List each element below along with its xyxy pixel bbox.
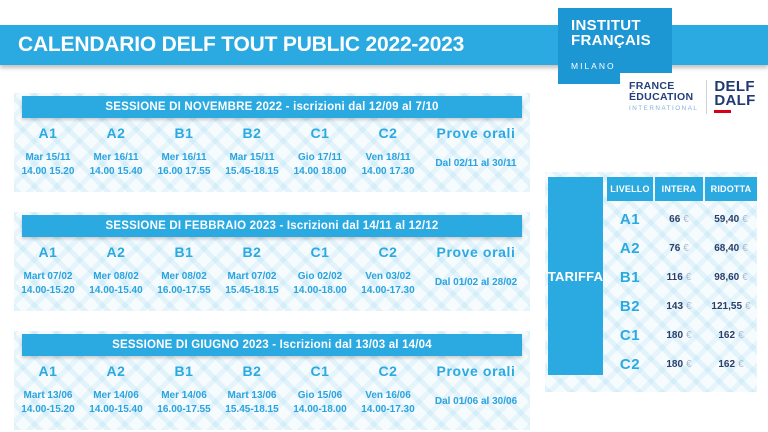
logo-line-education: ÉDUCATION xyxy=(629,91,694,103)
exam-date: Mer 14/06 xyxy=(161,390,207,401)
logo-line-international: INTERNATIONAL xyxy=(629,105,699,113)
exam-date: Gio 17/11 xyxy=(298,152,342,163)
exam-column-c2 xyxy=(354,244,422,298)
session-febbraio-block xyxy=(14,212,530,311)
session-columns xyxy=(14,244,530,298)
tariffa-header-ridotta: RIDOTTA xyxy=(705,177,757,201)
exam-time: 14.00-15.20 xyxy=(21,404,75,415)
exam-time: 14.00-18.00 xyxy=(293,285,347,296)
euro-symbol: € xyxy=(742,272,748,283)
oral-exams-dates: Dal 01/02 al 28/02 xyxy=(434,277,518,288)
tariffa-level: B2 xyxy=(619,298,641,315)
level-header: C2 xyxy=(378,363,398,379)
logo-divider xyxy=(706,80,707,114)
exam-column-c1 xyxy=(286,244,354,298)
exam-column-b1 xyxy=(150,363,218,417)
exam-time: 14.00 18.00 xyxy=(293,166,347,177)
exam-date-time xyxy=(82,389,150,417)
tariffa-header-row xyxy=(607,177,757,201)
logo-line-france: FRANCE xyxy=(629,79,675,92)
exam-date: Mar 15/11 xyxy=(229,152,275,163)
exam-date-time xyxy=(218,151,286,179)
price-value: 121,55 xyxy=(711,301,743,312)
logo-line-dalf: DALF xyxy=(714,92,756,109)
euro-symbol: € xyxy=(685,272,692,283)
oral-exams-column xyxy=(422,363,530,417)
exam-date: Mer 14/06 xyxy=(93,390,139,401)
exam-column-c2 xyxy=(354,125,422,179)
level-header: B2 xyxy=(242,125,262,141)
tariffa-price-ridotta xyxy=(705,243,757,254)
tariffa-price-ridotta xyxy=(705,359,757,370)
level-header: B2 xyxy=(242,244,262,260)
exam-column-b2 xyxy=(218,125,286,179)
session-banner: SESSIONE DI NOVEMBRE 2022 - iscrizioni dal 12/09 al 7/10 xyxy=(22,96,522,118)
exam-date: Mer 16/11 xyxy=(93,152,139,163)
exam-column-b2 xyxy=(218,363,286,417)
level-header: B1 xyxy=(174,244,194,260)
france-education-delf-dalf-logo xyxy=(620,73,768,120)
tariffa-price-intera xyxy=(655,330,703,341)
exam-column-a2 xyxy=(82,363,150,417)
exam-date: Gio 15/06 xyxy=(297,390,343,401)
exam-time: 16.00-17.55 xyxy=(157,404,211,415)
oral-exams-column xyxy=(422,244,530,298)
exam-time: 14.00-17.30 xyxy=(361,404,415,415)
level-header: C1 xyxy=(310,363,330,379)
exam-date-time xyxy=(218,270,286,298)
france-education-wordmark xyxy=(620,81,698,113)
euro-symbol: € xyxy=(683,214,689,225)
exam-time: 16.00-17.55 xyxy=(157,285,211,296)
oral-exams-column xyxy=(422,125,530,179)
session-giugno-block xyxy=(14,331,530,430)
exam-date: Mart 13/06 xyxy=(227,390,277,401)
level-header: C2 xyxy=(378,244,398,260)
exam-column-a1 xyxy=(14,125,82,179)
tariffa-price-ridotta xyxy=(705,301,757,312)
tariffa-level: C1 xyxy=(619,327,641,344)
tariffa-level: A2 xyxy=(619,240,641,257)
tariffa-table xyxy=(545,172,757,392)
exam-date-time xyxy=(354,151,422,179)
session-novembre-block xyxy=(14,93,530,192)
tariffa-price-ridotta xyxy=(705,214,757,225)
logo-city-milano: MILANO xyxy=(571,61,616,72)
level-header: C1 xyxy=(310,244,330,260)
exam-time: 16.00 17.55 xyxy=(157,166,211,177)
level-header: A2 xyxy=(106,363,126,379)
logo-line-delf: DELF xyxy=(714,77,755,95)
exam-column-c1 xyxy=(286,125,354,179)
exam-date: Mart 07/02 xyxy=(227,271,277,282)
exam-time: 14.00 15.20 xyxy=(21,166,75,177)
exam-column-a1 xyxy=(14,363,82,417)
exam-date-time xyxy=(286,270,354,298)
exam-date: Ven 18/11 xyxy=(365,152,411,163)
exam-date-time xyxy=(218,389,286,417)
delf-dalf-wordmark xyxy=(714,77,756,114)
exam-date-time xyxy=(82,151,150,179)
page-title: CALENDARIO DELF TOUT PUBLIC 2022-2023 xyxy=(18,33,465,56)
exam-date: Mar 15/11 xyxy=(25,152,71,163)
exam-date-time xyxy=(354,270,422,298)
exam-time: 15.45-18.15 xyxy=(225,404,279,415)
price-value: 116 xyxy=(666,272,683,283)
session-banner: SESSIONE DI GIUGNO 2023 - Iscrizioni dal 13/03 al 14/04 xyxy=(22,334,522,356)
exam-date: Mart 13/06 xyxy=(23,390,73,401)
exam-column-a2 xyxy=(82,125,150,179)
exam-column-b1 xyxy=(150,244,218,298)
exam-date-time xyxy=(150,151,218,179)
exam-date: Ven 16/06 xyxy=(365,390,411,401)
level-header: C1 xyxy=(310,125,330,141)
exam-time: 14.00-15.20 xyxy=(21,285,75,296)
exam-date-time xyxy=(150,270,218,298)
exam-time: 14.00 17.30 xyxy=(361,166,415,177)
session-columns xyxy=(14,125,530,179)
exam-column-b1 xyxy=(150,125,218,179)
exam-date-time xyxy=(82,270,150,298)
tariffa-price-intera xyxy=(655,214,703,225)
exam-date-time xyxy=(354,389,422,417)
oral-exams-dates: Dal 01/06 al 30/06 xyxy=(434,396,518,407)
tariffa-level: A1 xyxy=(619,211,641,228)
exam-time: 14.00 15.40 xyxy=(89,166,143,177)
institut-francais-wordmark xyxy=(571,19,672,48)
tariffa-level: B1 xyxy=(619,269,641,286)
price-value: 162 xyxy=(718,359,736,370)
exam-date: Mart 07/02 xyxy=(23,271,73,282)
level-header: A2 xyxy=(106,125,126,141)
exam-time: 14.00-17.30 xyxy=(361,285,415,296)
price-value: 162 xyxy=(718,330,736,341)
exam-date-time xyxy=(150,389,218,417)
level-header: B2 xyxy=(242,363,262,379)
exam-date-time xyxy=(14,389,82,417)
tariffa-header-livello: LIVELLO xyxy=(607,177,653,201)
level-header: A2 xyxy=(106,244,126,260)
euro-symbol: € xyxy=(742,243,748,254)
euro-symbol: € xyxy=(686,301,692,312)
price-value: 59,40 xyxy=(714,214,740,225)
level-header: A1 xyxy=(38,363,58,379)
tariffa-price-ridotta xyxy=(705,272,757,283)
tariffa-price-intera xyxy=(655,243,703,254)
exam-date-time xyxy=(14,270,82,298)
oral-exams-header: Prove orali xyxy=(436,244,516,260)
price-value: 68,40 xyxy=(714,243,740,254)
exam-time: 14.00-18.00 xyxy=(293,404,347,415)
exam-time: 14.00-15.40 xyxy=(89,285,143,296)
euro-symbol: € xyxy=(683,243,689,254)
tariffa-level: C2 xyxy=(619,356,641,373)
level-header: B1 xyxy=(174,125,194,141)
price-value: 76 xyxy=(669,243,681,254)
oral-exams-dates: Dal 02/11 al 30/11 xyxy=(435,158,517,169)
exam-time: 15.45-18.15 xyxy=(225,285,279,296)
exam-column-a1 xyxy=(14,244,82,298)
level-header: C2 xyxy=(378,125,398,141)
euro-symbol: € xyxy=(686,330,692,341)
level-header: B1 xyxy=(174,363,194,379)
euro-symbol: € xyxy=(686,359,692,370)
exam-date: Mer 16/11 xyxy=(161,152,207,163)
logo-line-institut: INSTITUT xyxy=(571,17,641,34)
exam-column-c2 xyxy=(354,363,422,417)
exam-column-b2 xyxy=(218,244,286,298)
exam-date: Mer 08/02 xyxy=(161,271,207,282)
exam-column-c1 xyxy=(286,363,354,417)
tariffa-title: TARIFFA xyxy=(548,177,603,375)
oral-exams-header: Prove orali xyxy=(436,363,516,379)
price-value: 180 xyxy=(666,359,684,370)
session-banner: SESSIONE DI FEBBRAIO 2023 - Iscrizioni dal 14/11 al 12/12 xyxy=(22,215,522,237)
level-header: A1 xyxy=(38,244,58,260)
tariffa-price-ridotta xyxy=(705,330,757,341)
euro-symbol: € xyxy=(738,359,744,370)
exam-date-time xyxy=(286,389,354,417)
exam-date: Gio 02/02 xyxy=(297,271,343,282)
delf-dalf-red-underline xyxy=(714,110,731,113)
exam-time: 15.45-18.15 xyxy=(225,166,279,177)
price-value: 180 xyxy=(666,330,684,341)
tariffa-price-intera xyxy=(655,359,703,370)
level-header: A1 xyxy=(38,125,58,141)
euro-symbol: € xyxy=(745,301,751,312)
tariffa-rows xyxy=(607,205,757,379)
price-value: 98,60 xyxy=(714,272,740,283)
exam-date-time xyxy=(14,151,82,179)
exam-date: Ven 03/02 xyxy=(365,271,411,282)
euro-symbol: € xyxy=(738,330,744,341)
logo-line-francais: FRANÇAIS xyxy=(571,31,651,49)
exam-date: Mer 08/02 xyxy=(93,271,139,282)
tariffa-price-intera xyxy=(655,272,703,283)
tariffa-header-intera: INTERA xyxy=(655,177,703,201)
exam-time: 14.00-15.40 xyxy=(89,404,143,415)
exam-column-a2 xyxy=(82,244,150,298)
price-value: 143 xyxy=(666,301,684,312)
exam-date-time xyxy=(286,151,354,179)
price-value: 66 xyxy=(669,214,681,225)
oral-exams-header: Prove orali xyxy=(436,125,516,141)
session-columns xyxy=(14,363,530,417)
tariffa-price-intera xyxy=(655,301,703,312)
euro-symbol: € xyxy=(742,214,748,225)
